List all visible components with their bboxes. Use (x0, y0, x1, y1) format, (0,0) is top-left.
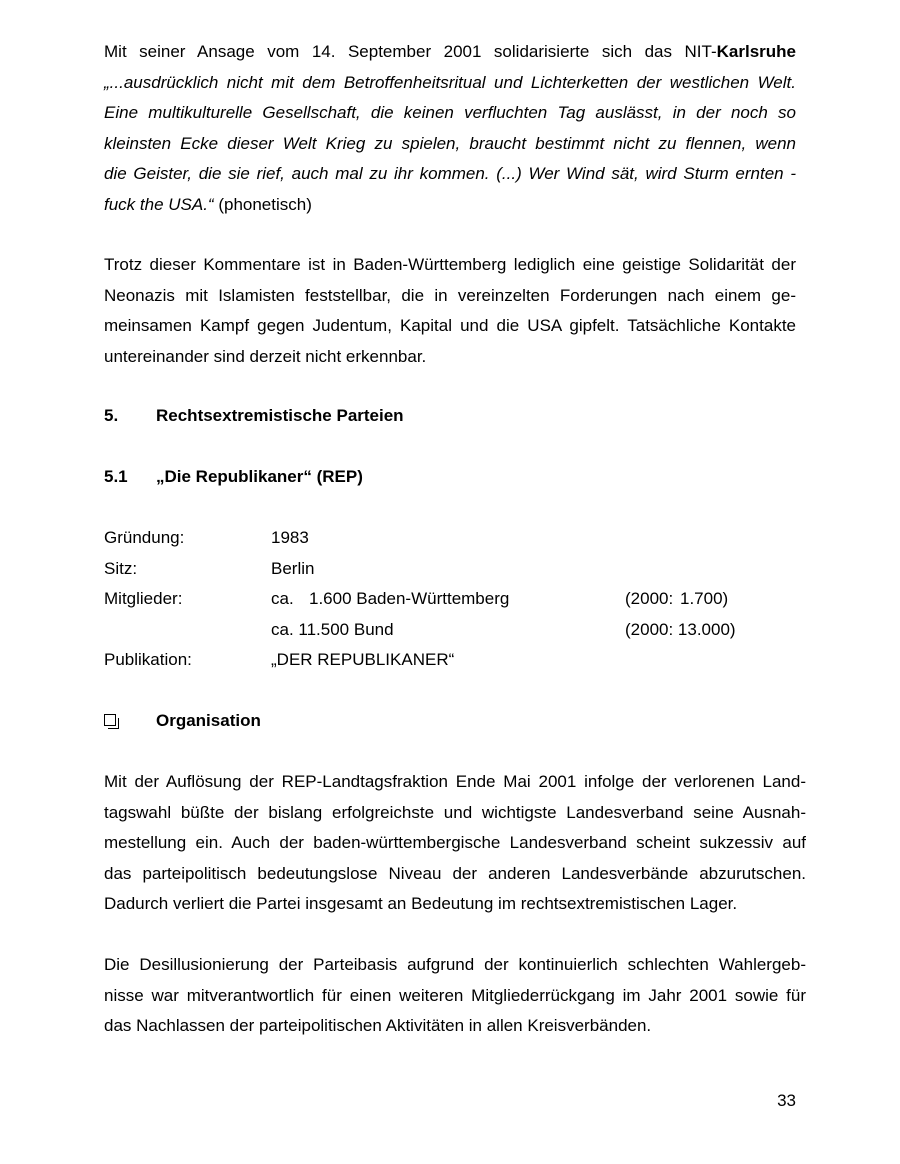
quote-end-italic: fuck the USA.“ (104, 194, 214, 214)
fact-value (271, 584, 509, 615)
paragraph-solidarity (104, 250, 796, 372)
fact-value: ca. 11.500 Bund (271, 619, 394, 639)
checkbox-square-icon (104, 714, 116, 726)
section-title: „Die Republikaner“ (REP) (156, 467, 363, 486)
section-heading-5-1 (104, 462, 796, 493)
quote-line-3: Eine multikulturelle Gesellschaft, die keinen verfluchten Tag auslässt, in der noch so (104, 103, 796, 122)
section-heading-5 (104, 401, 796, 432)
fact-row-members-state (104, 584, 796, 615)
quote-line-2: „...ausdrücklich nicht mit dem Betroffenheitsritual und Lichterketten der westlichen Welt. (104, 72, 796, 92)
fact-note (625, 584, 728, 615)
fact-note-value: 1.700) (680, 589, 729, 608)
quote-line-6 (104, 190, 796, 221)
organisation-heading (104, 706, 796, 737)
paragraph-line: meinsamen Kampf gegen Judentum, Kapital und die USA gipfelt. Tatsächliche Kontakte (104, 316, 796, 335)
fact-label: Sitz: (104, 558, 138, 578)
paragraph-line: Trotz dieser Kommentare ist in Baden-Württemberg lediglich eine geistige Solidarität der (104, 255, 796, 274)
party-facts-table (104, 523, 796, 676)
section-title: Rechtsextremistische Parteien (156, 406, 404, 425)
paragraph-line: Die Desillusionierung der Parteibasis aufgrund der kontinuierlich schlechten Wahlergeb- (104, 955, 806, 974)
paragraph-line: nisse war mitverantwortlich für einen weiteren Mitgliederrückgang im Jahr 2001 sowie für (104, 985, 806, 1005)
fact-row-members-federal (104, 615, 796, 646)
section-number: 5. (104, 406, 119, 425)
organisation-title: Organisation (156, 711, 261, 730)
paragraph-line: Neonazis mit Islamisten feststellbar, die in vereinzelten Forderungen nach einem ge- (104, 285, 796, 305)
fact-label: Gründung: (104, 528, 185, 547)
fact-label: Publikation: (104, 650, 192, 669)
page-number: 33 (777, 1091, 796, 1110)
fact-row-seat (104, 554, 796, 585)
fact-value: 1983 (271, 528, 309, 547)
paragraph-line: Mit der Auflösung der REP-Landtagsfraktion Ende Mai 2001 infolge der verlorenen Land- (104, 772, 806, 791)
fact-value-main: 1.600 Baden-Württemberg (309, 589, 510, 608)
fact-row-founding (104, 523, 796, 554)
paragraph-line: das parteipolitisch bedeutungslose Niveau der anderen Landesverbände abzurutschen. (104, 863, 806, 883)
checkbox-bullet-icon (104, 706, 156, 737)
fact-row-publication (104, 645, 796, 676)
fact-value: Berlin (271, 558, 315, 578)
quote-city-bold: Karlsruhe (716, 42, 796, 61)
paragraph-disillusionment (104, 950, 806, 1042)
paragraph-line: tagswahl büßte der bislang erfolgreichste und wichtigste Landesverband seine Ausnah- (104, 802, 806, 822)
quote-line-4: kleinsten Ecke dieser Welt Krieg zu spielen, braucht bestimmt nicht zu flennen, wenn (104, 133, 796, 153)
section-number: 5.1 (104, 467, 128, 486)
quote-paragraph (104, 37, 796, 220)
fact-note-year: (2000: (625, 589, 674, 608)
paragraph-line: das Nachlassen der parteipolitischen Aktivitäten in allen Kreisverbänden. (104, 1016, 652, 1035)
fact-value-prefix: ca. (271, 589, 294, 608)
quote-phonetic-note: (phonetisch) (213, 194, 312, 214)
paragraph-organisation (104, 767, 806, 920)
quote-line-5: die Geister, die sie rief, auch mal zu ihr kommen. (...) Wer Wind sät, wird Sturm ernten - (104, 164, 796, 183)
fact-label: Mitglieder: (104, 589, 183, 608)
paragraph-line: untereinander sind derzeit nicht erkennbar. (104, 346, 427, 366)
quote-intro-text: Mit seiner Ansage vom 14. September 2001 solidarisierte sich das NIT- (104, 42, 717, 61)
fact-value: „DER REPUBLIKANER“ (271, 650, 455, 669)
paragraph-line: Dadurch verliert die Partei insgesamt an Bedeutung im rechtsextremistischen Lager. (104, 894, 738, 913)
paragraph-line: mestellung ein. Auch der baden-württembergische Landesverband scheint sukzessiv auf (104, 833, 806, 852)
fact-note: (2000: 13.000) (625, 619, 736, 639)
quote-line-1 (104, 37, 796, 68)
